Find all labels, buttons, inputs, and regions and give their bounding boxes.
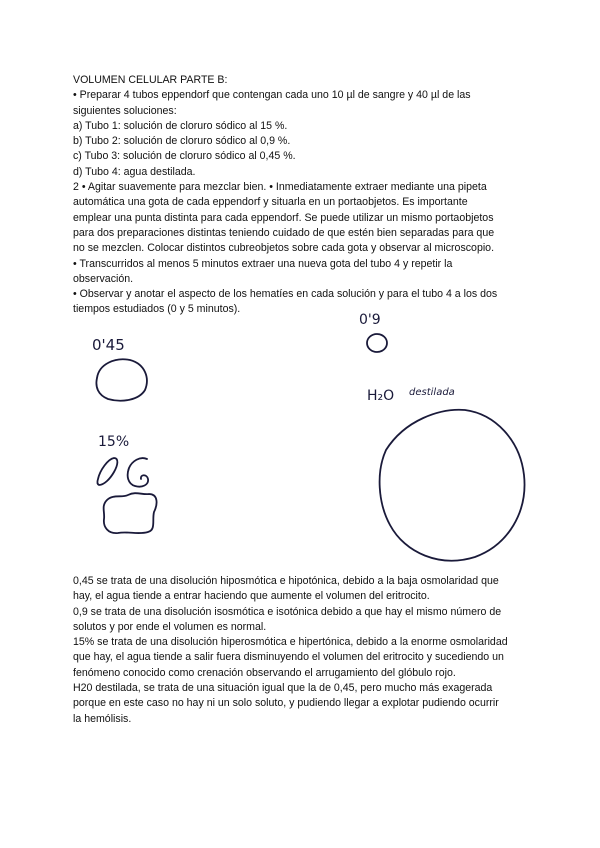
text-line: • Transcurridos al menos 5 minutos extraer una nueva gota del tubo 4 y repetir la	[73, 257, 453, 270]
text-line: c) Tubo 3: solución de cloruro sódico al 0,45 %.	[73, 150, 296, 163]
text-line: • Observar y anotar el aspecto de los hematíes en cada solución y para el tubo 4 a los dos	[73, 288, 498, 301]
text-line: hay, el agua tiende a entrar haciendo que aumente el volumen del eritrocito.	[73, 590, 430, 603]
cell-15-sketch-crenated	[128, 458, 148, 487]
cell-045-sketch	[96, 359, 146, 400]
text-line: que hay, el agua tiende a salir fuera disminuyendo el volumen del eritrocito y sucediendo un	[73, 651, 504, 664]
label-destilada: destilada	[409, 387, 455, 398]
text-line: • Preparar 4 tubos eppendorf que contengan cada uno 10 µl de sangre y 40 µl de las	[73, 89, 471, 102]
text-line: automática una gota de cada eppendorf y situarla en un portaobjetos. Es importante	[73, 196, 468, 209]
section-title: VOLUMEN CELULAR PARTE B:	[73, 74, 228, 86]
cell-15-sketch-large	[104, 493, 157, 533]
text-line: para dos preparaciones distintas teniendo cuidado de que estén bien separadas para que	[73, 226, 495, 239]
conclusions-text	[73, 574, 535, 727]
text-line: b) Tubo 2: solución de cloruro sódico al 0,9 %.	[73, 135, 291, 148]
text-line: 0,45 se trata de una disolución hiposmótica e hipotónica, debido a la baja osmolaridad que	[73, 575, 499, 587]
label-h2o: H₂O	[367, 388, 395, 404]
text-line: a) Tubo 1: solución de cloruro sódico al 15 %.	[73, 119, 288, 132]
cell-09-sketch	[367, 334, 387, 352]
text-line: 15% se trata de una disolución hiperosmótica e hipertónica, debido a la enorme osmolaridad	[73, 636, 508, 649]
text-line: solutos y por ende el volumen es normal.	[73, 620, 267, 633]
text-line: tiempos estudiados (0 y 5 minutos).	[73, 303, 241, 316]
text-line: siguientes soluciones:	[73, 104, 177, 117]
text-line: d) Tubo 4: agua destilada.	[73, 165, 196, 178]
cell-15-sketch-oblong	[97, 458, 117, 485]
text-line: emplear una punta distinta para cada eppendorf. Se puede utilizar un mismo portaobjetos	[73, 211, 494, 224]
cell-h2o-sketch	[380, 410, 525, 561]
text-line: 0,9 se trata de una disolución isosmótica e isotónica debido a que hay el mismo número de	[73, 605, 502, 618]
label-15: 15%	[98, 434, 130, 450]
text-line: no se mezclen. Colocar distintos cubreobjetos sobre cada gota y observar al microscopio.	[73, 242, 495, 255]
label-09: 0'9	[359, 312, 381, 328]
text-line: la hemólisis.	[73, 712, 132, 725]
text-line: observación.	[73, 272, 134, 285]
label-045: 0'45	[92, 336, 125, 354]
text-line: H20 destilada, se trata de una situación igual que la de 0,45, pero mucho más exagerada	[73, 682, 493, 695]
text-line: fenómeno conocido como crenación observando el arrugamiento del glóbulo rojo.	[73, 666, 456, 679]
text-line: 2 • Agitar suavemente para mezclar bien. • Inmediatamente extraer mediante una pipeta	[73, 181, 487, 194]
text-line: porque en este caso no hay ni un solo soluto, y pudiendo llegar a explotar pudiendo ocurrir	[73, 697, 499, 710]
